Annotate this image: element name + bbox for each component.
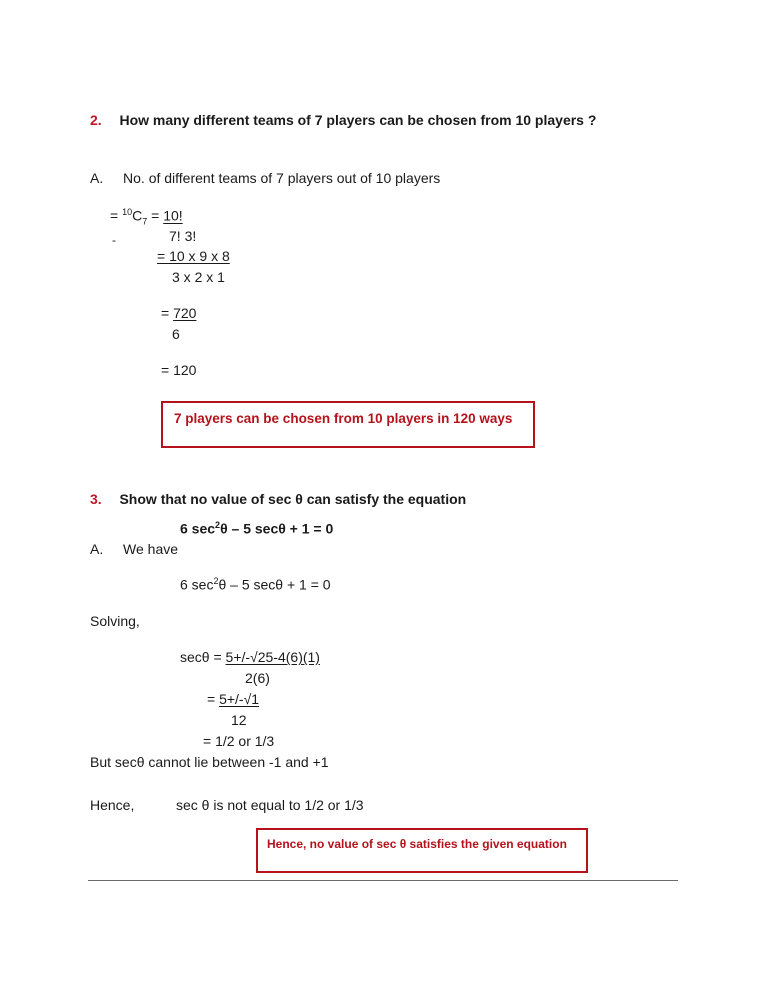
fraction-numerator: 5+/-√1 <box>219 691 260 707</box>
hence-label: Hence, <box>90 797 135 813</box>
fraction-step-3 <box>161 305 196 321</box>
fraction-denominator: 6 <box>172 326 180 342</box>
fraction-numerator: 5+/-√25-4(6)(1) <box>225 649 320 665</box>
equation-part: θ – 5 secθ + 1 = 0 <box>220 520 334 537</box>
exponent: 2 <box>213 576 219 586</box>
fraction-numerator: = 10 x 9 x 8 <box>157 248 230 264</box>
solving-label: Solving, <box>90 613 140 629</box>
fraction-numerator: 720 <box>173 305 197 321</box>
stray-dash: - <box>112 233 116 247</box>
answer-3-intro <box>90 541 178 557</box>
n-value: 10 <box>122 207 133 217</box>
answer-intro-text: No. of different teams of 7 players out of 10 players <box>123 170 441 186</box>
answer-label: A. <box>90 541 104 557</box>
fraction-denominator: 7! 3! <box>169 228 197 244</box>
answer-intro-text: We have <box>123 541 179 557</box>
equals-sign: = <box>207 691 220 707</box>
equation-part: 6 sec <box>180 576 214 593</box>
equation-bold <box>180 520 333 537</box>
fraction-numerator: 10! <box>163 207 183 224</box>
lhs: secθ = <box>180 649 226 665</box>
question-2 <box>90 112 596 128</box>
constraint-text: But secθ cannot lie between -1 and +1 <box>90 754 329 770</box>
fraction-denominator: 2(6) <box>245 670 270 686</box>
equation-part: θ – 5 secθ + 1 = 0 <box>218 576 331 593</box>
result: = 120 <box>161 362 197 378</box>
quadratic-formula-step <box>180 649 320 665</box>
equation-part: 6 sec <box>180 520 216 537</box>
question-number: 3. <box>90 491 102 507</box>
answer-label: A. <box>90 170 104 186</box>
simplified-step <box>207 691 259 707</box>
equals-sign: = <box>147 207 164 224</box>
conclusion-text: Hence, no value of sec θ satisfies the given equation <box>267 837 567 851</box>
fraction-denominator: 3 x 2 x 1 <box>172 269 225 285</box>
result: = 1/2 or 1/3 <box>203 733 275 749</box>
hence-text: sec θ is not equal to 1/2 or 1/3 <box>176 797 364 813</box>
fraction-denominator: 12 <box>231 712 247 728</box>
combination-expression <box>110 207 183 226</box>
conclusion-box <box>256 828 588 873</box>
exponent: 2 <box>215 520 221 530</box>
equals-sign: = <box>161 305 174 321</box>
question-text: Show that no value of sec θ can satisfy the equation <box>119 491 467 507</box>
question-3 <box>90 491 466 507</box>
conclusion-text: 7 players can be chosen from 10 players in 120 ways <box>174 411 513 426</box>
answer-2-intro <box>90 170 440 186</box>
question-number: 2. <box>90 112 102 128</box>
horizontal-rule <box>88 880 678 881</box>
equation-plain <box>180 576 331 593</box>
equals-sign: = <box>110 207 123 224</box>
r-value: 7 <box>142 216 148 227</box>
conclusion-box <box>161 401 535 448</box>
combination-symbol: C <box>132 207 143 224</box>
question-text: How many different teams of 7 players can be chosen from 10 players ? <box>119 112 597 128</box>
